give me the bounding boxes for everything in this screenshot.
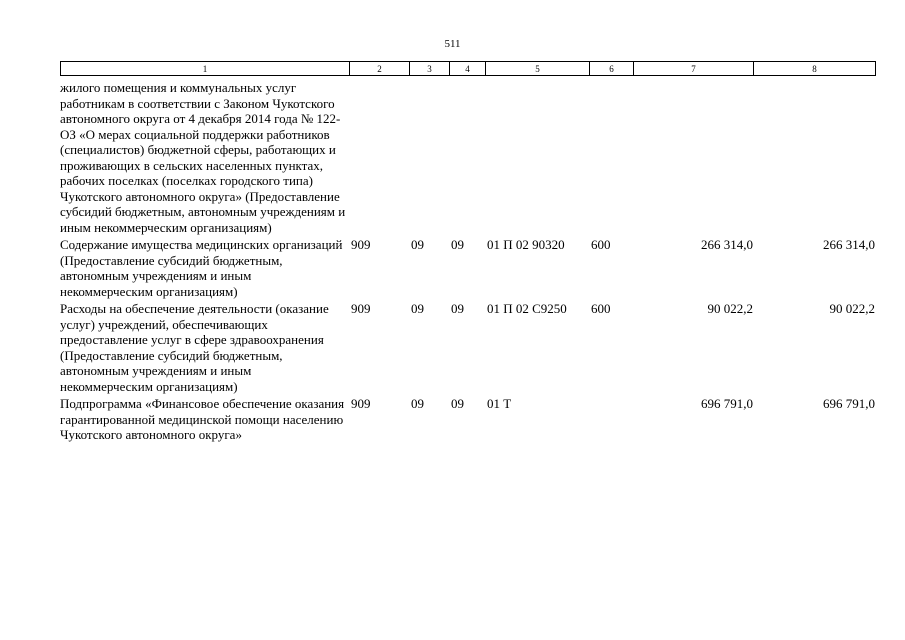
row-code-subsection: 09 xyxy=(451,396,464,411)
column-header-2: 2 xyxy=(350,62,410,76)
row-code-target: 01 П 02 90320 xyxy=(487,237,565,252)
column-header-4: 4 xyxy=(450,62,486,76)
row-code-type: 600 xyxy=(591,237,611,252)
row-amount-2: 696 791,0 xyxy=(823,396,875,411)
row-code-subsection xyxy=(449,80,485,235)
table-row xyxy=(60,396,875,443)
row-amount-1: 90 022,2 xyxy=(707,301,753,316)
row-name: жилого помещения и коммунальных услуг работникам в соответствии с Законом Чукотского автономного округа от 4 декабря 2014 года № 122-ОЗ «О мерах социальной поддержки работников (специалистов) бюджетной сферы, работающих и проживающих в сельских населенных пунктах, рабочих поселках (поселках городского типа) Чукотского автономного округа» (Предоставление субсидий бюджетным, автономным учреждениям и иным некоммерческим организациям) xyxy=(60,80,346,235)
row-code-type: 600 xyxy=(591,301,611,316)
row-name: Расходы на обеспечение деятельности (оказание услуг) учреждений, обеспечивающих предоставление услуг в сфере здравоохранения (Предоставление субсидий бюджетным, автономным учреждениям и иным некоммерческим организациям) xyxy=(60,301,329,394)
table-row xyxy=(60,80,875,235)
row-code-target: 01 Т xyxy=(487,396,512,411)
row-code-target xyxy=(485,80,589,235)
row-amount-1: 696 791,0 xyxy=(701,396,753,411)
row-amount-2: 90 022,2 xyxy=(829,301,875,316)
row-code-ministry xyxy=(349,80,409,235)
row-code-type xyxy=(589,396,633,443)
column-header-1: 1 xyxy=(61,62,350,76)
row-code-target: 01 П 02 С9250 xyxy=(487,301,567,316)
row-name: Содержание имущества медицинских организаций (Предоставление субсидий бюджетным, автономным учреждениям и иным некоммерческим организациям) xyxy=(60,237,343,299)
row-name: Подпрограмма «Финансовое обеспечение оказания гарантированной медицинской помощи населению Чукотского автономного округа» xyxy=(60,396,345,442)
row-code-ministry: 909 xyxy=(351,301,371,316)
column-header-8: 8 xyxy=(754,62,876,76)
column-header-row xyxy=(61,62,876,76)
column-header-7: 7 xyxy=(634,62,754,76)
row-code-section: 09 xyxy=(411,237,424,252)
row-code-type xyxy=(589,80,633,235)
row-amount-2: 266 314,0 xyxy=(823,237,875,252)
table-row xyxy=(60,237,875,299)
column-header-table xyxy=(60,61,876,76)
column-header-6: 6 xyxy=(590,62,634,76)
row-code-ministry: 909 xyxy=(351,396,371,411)
column-header-3: 3 xyxy=(410,62,450,76)
table-row xyxy=(60,301,875,394)
row-code-subsection: 09 xyxy=(451,301,464,316)
budget-table xyxy=(60,80,875,443)
row-amount-1 xyxy=(633,80,753,235)
row-code-section xyxy=(409,80,449,235)
column-header-5: 5 xyxy=(486,62,590,76)
row-code-subsection: 09 xyxy=(451,237,464,252)
page-number: 511 xyxy=(444,38,461,50)
row-code-section: 09 xyxy=(411,301,424,316)
row-code-section: 09 xyxy=(411,396,424,411)
row-amount-1: 266 314,0 xyxy=(701,237,753,252)
row-amount-2 xyxy=(753,80,875,235)
row-code-ministry: 909 xyxy=(351,237,371,252)
